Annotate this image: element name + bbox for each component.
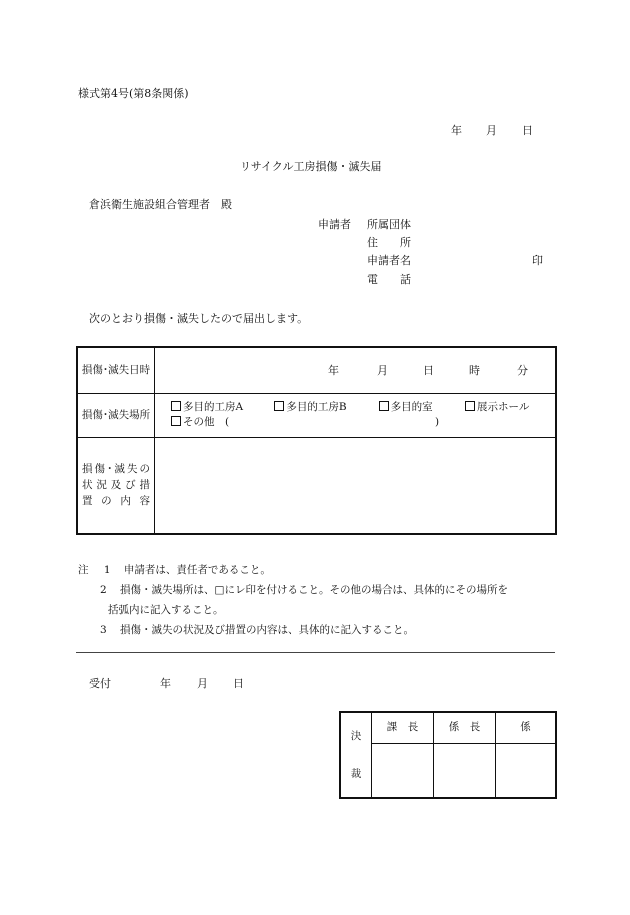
notes [78, 560, 558, 640]
applicant-phone-label: 電 話 [367, 273, 411, 286]
datetime-minute: 分 [517, 364, 528, 377]
checkbox-icon[interactable] [379, 401, 389, 411]
page-title: リサイクル工房損傷・滅失届 [240, 160, 382, 173]
applicant-name-label: 申請者名 [367, 254, 411, 267]
note-2-text-cont: 括弧内に記入すること。 [108, 604, 224, 616]
date-year-label: 年 [451, 124, 462, 137]
approval-stamp-staff[interactable] [496, 743, 557, 798]
datetime-label: 損傷･滅失日時 [77, 347, 155, 393]
checkbox-icon[interactable] [465, 401, 475, 411]
datetime-day: 日 [423, 364, 434, 377]
reception-label: 受付 [89, 677, 111, 690]
datetime-month: 月 [377, 364, 388, 377]
other-close-paren: ) [435, 416, 440, 428]
reception-month: 月 [197, 677, 208, 690]
note-3-num: 3 [100, 624, 107, 636]
note-3-text: 損傷・滅失の状況及び措置の内容は、具体的に記入すること。 [120, 624, 415, 636]
place-option-room[interactable]: 多目的室 [379, 400, 462, 415]
checkbox-icon[interactable] [171, 401, 181, 411]
approval-col-section-chief: 課 長 [372, 712, 434, 743]
approval-col-staff: 係 [496, 712, 557, 743]
applicant-address-label: 住 所 [367, 236, 411, 249]
situation-field[interactable] [155, 437, 557, 534]
seal-label: 印 [532, 254, 543, 267]
note-2-num: 2 [100, 584, 107, 596]
place-label: 損傷･滅失場所 [77, 393, 155, 437]
reception-year: 年 [160, 677, 171, 690]
note-1-num: 1 [103, 564, 111, 576]
datetime-field[interactable] [155, 347, 557, 393]
addressee: 倉浜衛生施設組合管理者 殿 [89, 198, 232, 211]
applicant-org-label: 所属団体 [367, 218, 411, 231]
approval-col-subsection-chief: 係 長 [434, 712, 496, 743]
approval-stamp-section-chief[interactable] [372, 743, 434, 798]
approval-table [339, 711, 557, 799]
checkbox-icon[interactable] [274, 401, 284, 411]
approval-stamp-subsection-chief[interactable] [434, 743, 496, 798]
date-day-label: 日 [522, 124, 533, 137]
place-option-b[interactable]: 多目的工房B [274, 400, 375, 415]
note-1-text: 申請者は、責任者であること。 [123, 564, 271, 576]
report-table [76, 346, 557, 535]
applicant-label: 申請者 [318, 218, 351, 231]
place-field [155, 393, 557, 437]
divider [76, 652, 555, 653]
place-option-other[interactable]: その他 ( [171, 416, 229, 428]
situation-label: 損傷･滅失の 状況及び措 置の内容 [77, 437, 155, 534]
place-option-hall[interactable]: 展示ホール [465, 400, 529, 415]
datetime-year: 年 [328, 364, 339, 377]
place-option-a[interactable]: 多目的工房A [171, 400, 271, 415]
intro-text: 次のとおり損傷・滅失したので届出します。 [89, 312, 309, 325]
note-2-text: 損傷・滅失場所は、□にレ印を付けること。その他の場合は、具体的にその場所を [120, 584, 508, 596]
form-number: 様式第4号(第8条関係) [78, 87, 189, 100]
date-month-label: 月 [486, 124, 497, 137]
reception-day: 日 [233, 677, 244, 690]
approval-side-label: 決 裁 [340, 712, 372, 798]
checkbox-icon[interactable] [171, 416, 181, 426]
notes-prefix: 注 [78, 564, 89, 576]
datetime-hour: 時 [469, 364, 480, 377]
